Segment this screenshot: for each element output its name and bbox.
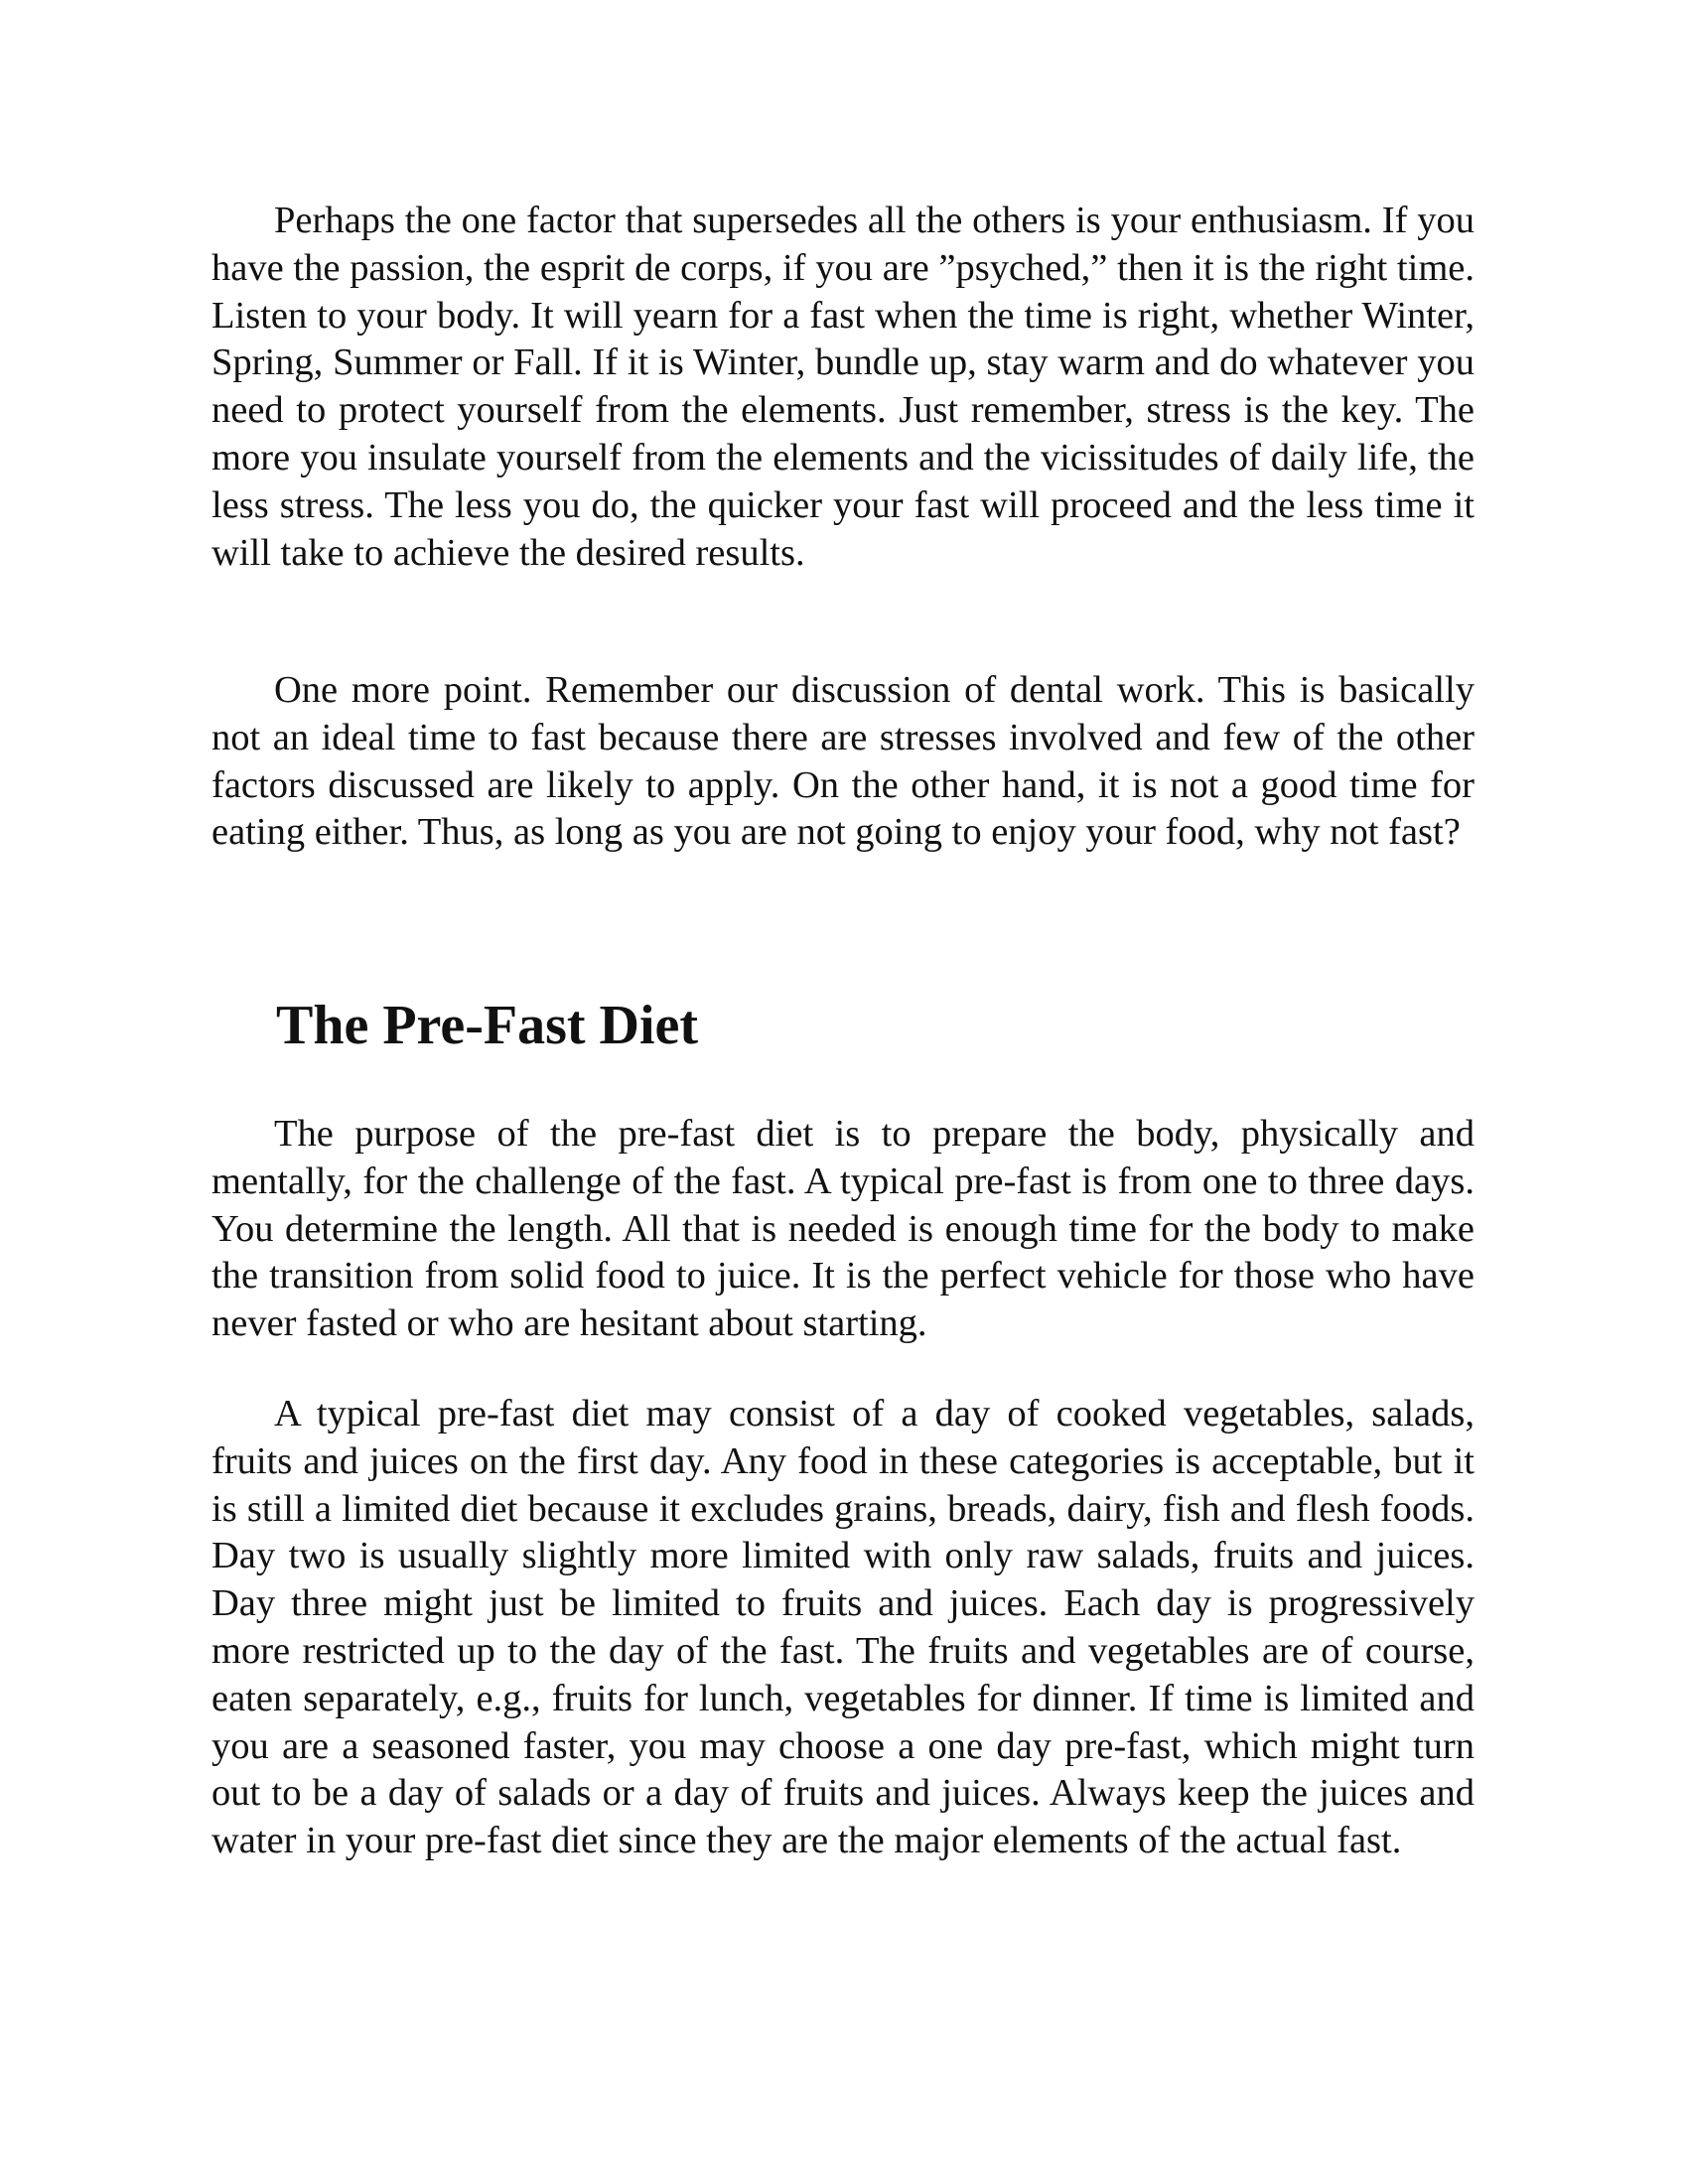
paragraph-enthusiasm: Perhaps the one factor that supersedes all the others is your enthusiasm. If you have the passion, the esprit de corps, if you are ”psyched,” then it is the right time. Listen to your body. It will yearn for a fast when the time is right, whether Winter, Spring, Summer or Fall. If it is Winter, bundle up, stay warm and do whatever you need to protect yourself from the elements. Just remember, stress is the key. The more you insulate yourself from the elements and the vicissitudes of daily life, the less stress. The less you do, the quicker your fast will proceed and the less time it will take to achieve the desired results. xyxy=(211,200,1475,574)
paragraph-dental-work: One more point. Remember our discussion of dental work. This is basically not an ideal time to fast because there are stresses involved and few of the other factors discussed are likely to apply. On the other hand, it is not a good time for eating either. Thus, as long as you are not going to enjoy your food, why not fast? xyxy=(211,669,1475,854)
paragraph-pre-fast-purpose: The purpose of the pre-fast diet is to prepare the body, physically and mentally, for the challenge of the fast. A typical pre-fast is from one to three days. You determine the length. All that is needed is enough time for the body to make the transition from solid food to juice. It is the perfect vehicle for those who have never fasted or who are hesitant about starting. xyxy=(211,1113,1475,1345)
section-heading: The Pre-Fast Diet xyxy=(276,995,699,1056)
paragraph-typical-pre-fast-diet: A typical pre-fast diet may consist of a day of cooked vegetables, salads, fruits and juices on the first day. Any food in these categories is acceptable, but it is still a limited diet because it excludes grains, breads, dairy, fish and flesh foods. Day two is usually slightly more limited with only raw salads, fruits and juices. Day three might just be limited to fruits and juices. Each day is progressively more restricted up to the day of the fast. The fruits and vegetables are of course, eaten separately, e.g., fruits for lunch, vegetables for dinner. If time is limited and you are a seasoned faster, you may choose a one day pre-fast, which might turn out to be a day of salads or a day of fruits and juices. Always keep the juices and water in your pre-fast diet since they are the major elements of the actual fast. xyxy=(211,1393,1475,1862)
